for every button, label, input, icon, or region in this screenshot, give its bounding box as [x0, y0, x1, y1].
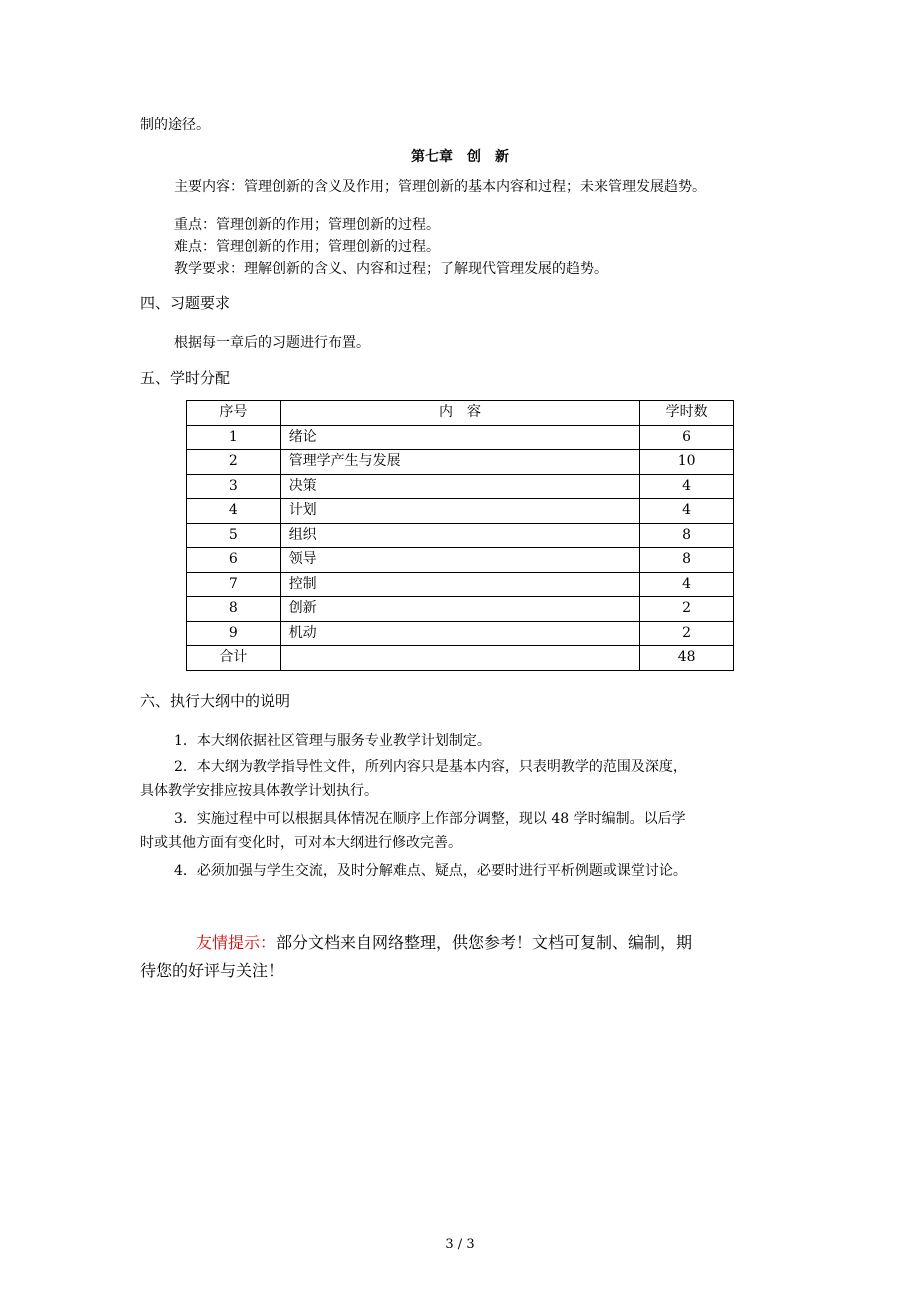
section6-item-1: 1．本大纲依据社区管理与服务专业教学计划制定。	[174, 733, 491, 749]
row-content: 控制	[280, 572, 640, 597]
chapter-difficulties: 难点：管理创新的作用；管理创新的过程。	[174, 239, 440, 255]
table-row	[187, 548, 734, 573]
row-content: 决策	[280, 474, 640, 499]
total-content	[280, 646, 640, 671]
row-hours: 10	[640, 450, 734, 475]
row-content: 机动	[280, 621, 640, 646]
table-row	[187, 450, 734, 475]
header-index: 序号	[187, 401, 281, 426]
chapter-title: 第七章 创 新	[411, 149, 509, 165]
table-row	[187, 425, 734, 450]
row-index: 9	[187, 621, 281, 646]
row-index: 3	[187, 474, 281, 499]
row-content: 创新	[280, 597, 640, 622]
table-header-row	[187, 401, 734, 426]
table-row	[187, 474, 734, 499]
tip-text-line1: 部分文档来自网络整理，供您参考！文档可复制、编制，期	[276, 933, 693, 952]
table-row	[187, 499, 734, 524]
intro-tail-text: 制的途径。	[140, 117, 210, 133]
chapter-requirements: 教学要求：理解创新的含义、内容和过程；了解现代管理发展的趋势。	[174, 261, 608, 277]
row-index: 8	[187, 597, 281, 622]
section4-heading: 四、习题要求	[140, 294, 231, 312]
section6-item-4: 4．必须加强与学生交流，及时分解难点、疑点，必要时进行平析例题或课堂讨论。	[174, 863, 687, 879]
section5-heading: 五、学时分配	[140, 369, 231, 387]
table-row	[187, 621, 734, 646]
row-hours: 4	[640, 572, 734, 597]
row-hours: 8	[640, 523, 734, 548]
page-number: 3 / 3	[445, 1237, 475, 1252]
tip-label: 友情提示：	[196, 933, 277, 952]
row-hours: 4	[640, 474, 734, 499]
total-hours: 48	[640, 646, 734, 671]
row-content: 管理学产生与发展	[280, 450, 640, 475]
row-content: 领导	[280, 548, 640, 573]
row-content: 组织	[280, 523, 640, 548]
chapter-main-content: 主要内容：管理创新的含义及作用；管理创新的基本内容和过程；未来管理发展趋势。	[174, 179, 706, 195]
row-hours: 4	[640, 499, 734, 524]
section6-item-2-line1: 2．本大纲为教学指导性文件，所列内容只是基本内容，只表明教学的范围及深度，	[174, 759, 687, 775]
row-index: 5	[187, 523, 281, 548]
row-hours: 6	[640, 425, 734, 450]
row-index: 1	[187, 425, 281, 450]
section6-item-3-line2: 时或其他方面有变化时，可对本大纲进行修改完善。	[140, 835, 462, 851]
row-hours: 2	[640, 597, 734, 622]
table-row	[187, 572, 734, 597]
header-hours: 学时数	[640, 401, 734, 426]
chapter-key-points: 重点：管理创新的作用；管理创新的过程。	[174, 217, 440, 233]
row-content: 计划	[280, 499, 640, 524]
section4-text: 根据每一章后的习题进行布置。	[174, 335, 370, 351]
table-row	[187, 597, 734, 622]
table-total-row	[187, 646, 734, 671]
row-content: 绪论	[280, 425, 640, 450]
section6-heading: 六、执行大纲中的说明	[140, 692, 291, 710]
tip-line-2: 待您的好评与关注！	[140, 961, 285, 980]
tip-line-1	[196, 930, 692, 953]
row-hours: 2	[640, 621, 734, 646]
row-index: 6	[187, 548, 281, 573]
total-label: 合计	[187, 646, 281, 671]
row-index: 4	[187, 499, 281, 524]
table-row	[187, 523, 734, 548]
hours-table	[186, 400, 734, 671]
section6-item-3-line1: 3．实施过程中可以根据具体情况在顺序上作部分调整，现以 48 学时编制。以后学	[174, 811, 686, 827]
header-content: 内 容	[280, 401, 640, 426]
section6-item-2-line2: 具体教学安排应按具体教学计划执行。	[140, 783, 378, 799]
row-index: 2	[187, 450, 281, 475]
row-index: 7	[187, 572, 281, 597]
row-hours: 8	[640, 548, 734, 573]
